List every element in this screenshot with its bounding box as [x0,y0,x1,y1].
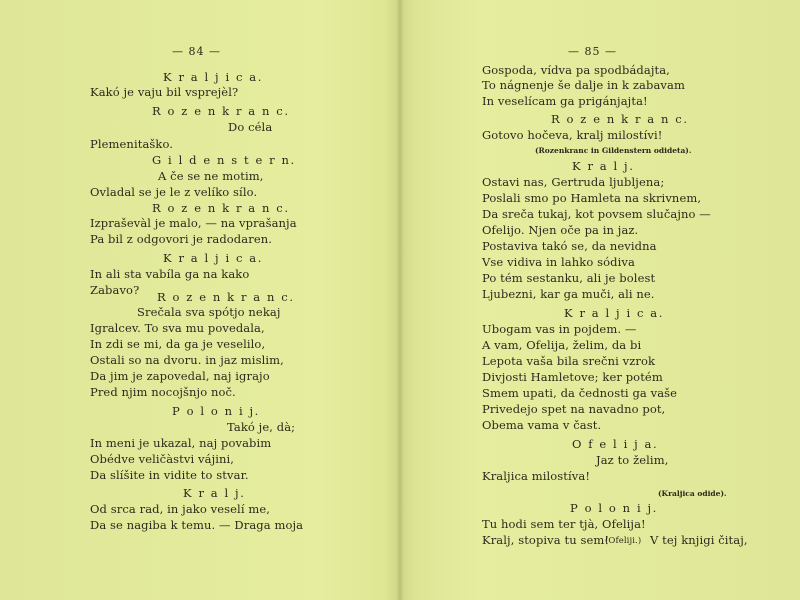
speaker-name: R o z e n k r a n c. [152,104,290,118]
text-line: Ovladal se je le z velíko sílo. [90,185,258,199]
text-line: Gotovo hočeva, kralj milostívi! [482,128,663,142]
text-line: Zabavo? [90,283,140,297]
text-line: Postaviva takó se, da nevidna [482,239,657,253]
text-line: Poslali smo po Hamleta na skrivnem, [482,191,702,205]
speaker-name: K r a l j. [572,159,635,173]
text-line: Privedejo spet na navadno pot, [482,402,666,416]
stage-direction: (Rozenkranc in Gildenstern odideta). [535,146,692,155]
speaker-name: K r a l j i c a. [163,251,264,265]
text-line: Lepota vaša bila srečni vzrok [482,354,656,368]
page-number: — 85 — [568,45,617,58]
text-line: Vse vidiva in lahko sódiva [482,255,635,269]
text-line: Ljubezni, kar ga muči, ali ne. [482,287,655,301]
text-line: Izpraševàl je malo, — na vprašanja [90,216,297,230]
text-line: Pa bil z odgovori je radodaren. [90,232,272,246]
speaker-name: O f e l i j a. [572,437,659,451]
speaker-name: P o l o n i j. [570,501,658,515]
left-page [0,0,380,600]
text-line: In meni je ukazal, naj povabim [90,436,272,450]
speaker-name: R o z e n k r a n c. [157,290,295,304]
text-line: Smem upati, da čednosti ga vaše [482,386,678,400]
text-line: Obédve veličàstvi vájini, [90,452,235,466]
page-number: — 84 — [172,45,221,58]
text-line: Obema vama v čast. [482,418,602,432]
text-line: In ali sta vabíla ga na kako [90,267,250,281]
text-line: Ostavi nas, Gertruda ljubljena; [482,175,665,189]
text-line: V tej knjigi čitaj, [650,533,748,547]
speaker-name: K r a l j i c a. [163,70,264,84]
text-line: Od srca rad, in jako veselí me, [90,502,271,516]
speaker-name: K r a l j. [183,486,246,500]
text-line: Jaz to želim, [596,453,669,467]
stage-direction: (Kraljica odide). [658,489,727,498]
stage-direction: (Ofeliji.) [605,536,642,546]
text-line: Da sreča tukaj, kot povsem slučajno — [482,207,711,221]
speaker-name: P o l o n i j. [172,404,260,418]
text-line: Igralcev. To sva mu povedala, [90,321,265,335]
text-line: A če se ne motim, [158,169,264,183]
text-line: Ostali so na dvoru. in jaz mislim, [90,353,284,367]
text-line: Pred njim nocojšnjo noč. [90,385,236,399]
text-line: Da jim je zapovedal, naj igrajo [90,369,270,383]
text-line: Ofelijo. Njen oče pa in jaz. [482,223,639,237]
text-line: Po tém sestanku, ali je bolest [482,271,656,285]
text-line: In zdi se mi, da ga je veselilo, [90,337,266,351]
text-line: Takó je, dà; [227,420,296,434]
text-line: A vam, Ofelija, želim, da bi [482,338,642,352]
text-line: Plemenitaško. [90,137,174,151]
text-line: Divjosti Hamletove; ker potém [482,370,663,384]
text-line: Ubogam vas in pojdem. — [482,322,637,336]
speaker-name: G i l d e n s t e r n. [152,153,296,167]
speaker-name: K r a l j i c a. [564,306,665,320]
text-line: Da se nagiba k temu. — Draga moja [90,518,304,532]
text-line: Kralj, stopiva tu sem! [482,533,610,547]
text-line: Tu hodi sem ter tjà, Ofelija! [482,517,646,531]
text-line: Gospoda, vídva pa spodbádajta, [482,63,670,77]
speaker-name: R o z e n k r a n c. [551,112,689,126]
text-line: Do céla [228,120,273,134]
text-line: In veselícam ga prigánjajta! [482,94,648,108]
speaker-name: R o z e n k r a n c. [152,201,290,215]
text-line: Kakó je vaju bil vsprejèl? [90,85,239,99]
text-line: Srečala sva spótjo nekaj [137,305,281,319]
right-page [400,0,780,600]
text-line: Kraljica milostíva! [482,469,591,483]
text-line: To nágnenje še dalje in k zabavam [482,78,685,92]
text-line: Da slíšite in vidite to stvar. [90,468,249,482]
